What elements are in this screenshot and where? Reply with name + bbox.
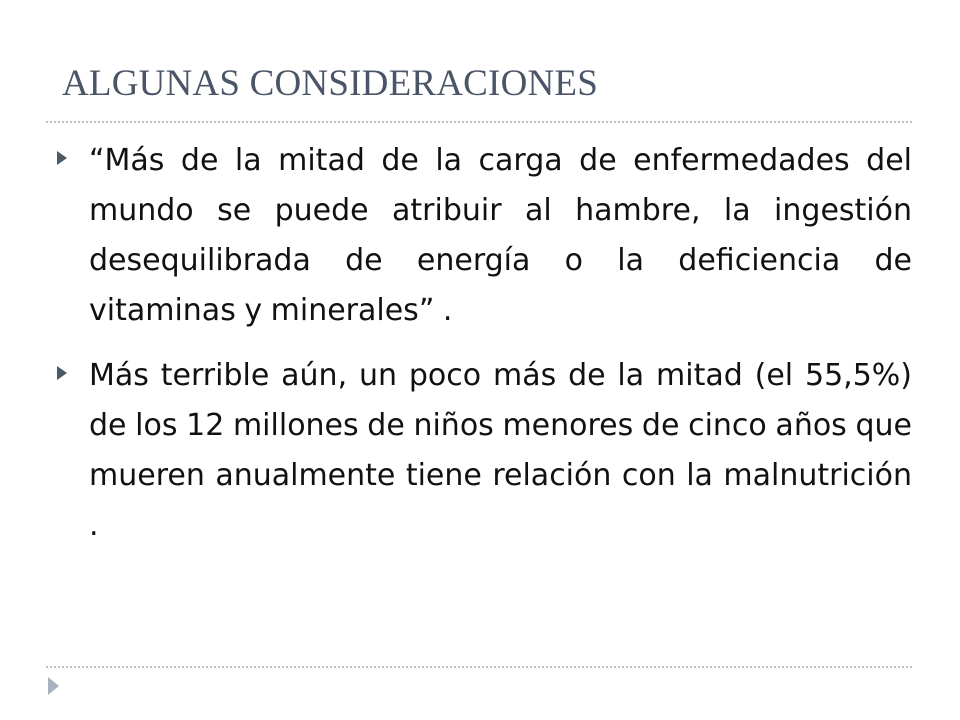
bullet-item-1 [46,136,912,336]
bullet-text-1: “Más de la mitad de la carga de enfermedades del mundo se puede atribuir al hambre, la ingestión desequilibrada de energía o la deficiencia de vitaminas y minerales” . [89,143,912,328]
bullet-item-2 [46,351,912,551]
bottom-dotted-divider [46,666,912,668]
triangle-right-icon [57,151,67,165]
slide-title: ALGUNAS CONSIDERACIONES [62,63,598,104]
slide-content [46,136,912,566]
triangle-right-icon [57,366,67,380]
bullet-text-2: Más terrible aún, un poco más de la mitad (el 55,5%) de los 12 millones de niños menores de cinco años que mueren anualmente tiene relación con la malnutrición . [89,358,912,543]
footer-triangle-right-icon [48,677,59,695]
top-dotted-divider [46,121,912,123]
